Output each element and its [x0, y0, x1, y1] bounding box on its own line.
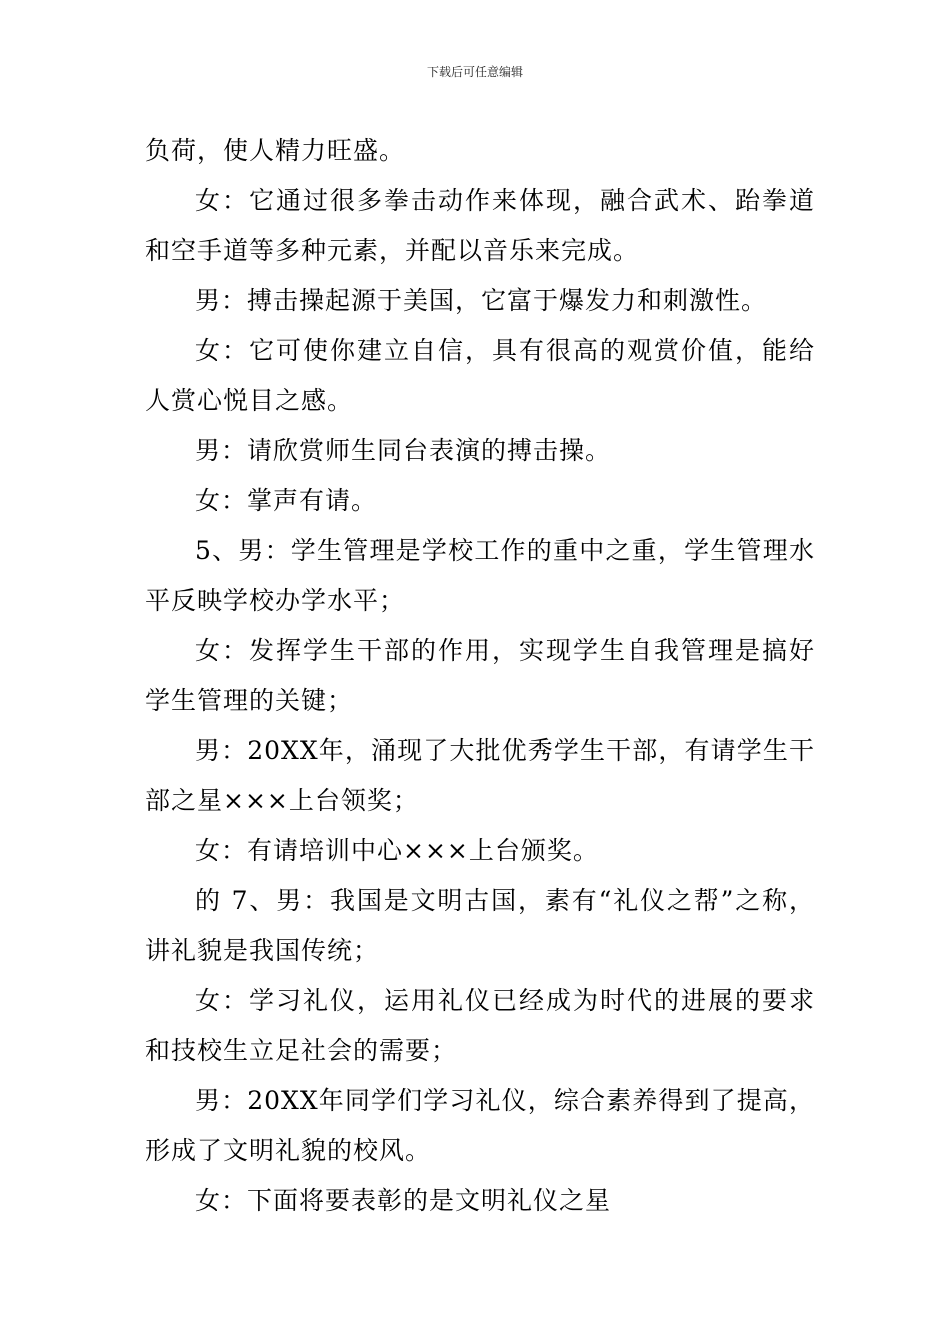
paragraph-12: 女：学习礼仪，运用礼仪已经成为时代的进展的要求和技校生立足社会的需要； — [145, 986, 815, 1065]
paragraph-6: 女：掌声有请。 — [195, 486, 378, 515]
page-header: 下载后可任意编辑 — [426, 65, 523, 79]
paragraph-1: 负荷，使人精力旺盛。 — [145, 136, 406, 165]
paragraph-2: 女：它通过很多拳击动作来体现，融合武术、跆拳道和空手道等多种元素，并配以音乐来完成。 — [145, 186, 815, 265]
document-body — [145, 126, 815, 1226]
paragraph-7: 5、男：学生管理是学校工作的重中之重，学生管理水平反映学校办学水平； — [145, 536, 815, 615]
paragraph-9: 男：20XX年，涌现了大批优秀学生干部，有请学生干部之星×××上台领奖； — [145, 736, 815, 815]
paragraph-14: 女：下面将要表彰的是文明礼仪之星 — [195, 1186, 612, 1215]
paragraph-3: 男：搏击操起源于美国，它富于爆发力和刺激性。 — [195, 286, 768, 315]
paragraph-11: 的 7、男：我国是文明古国，素有“礼仪之帮”之称，讲礼貌是我国传统； — [145, 886, 815, 965]
paragraph-5: 男：请欣赏师生同台表演的搏击操。 — [195, 436, 612, 465]
paragraph-13: 男：20XX年同学们学习礼仪，综合素养得到了提高，形成了文明礼貌的校风。 — [145, 1086, 815, 1165]
paragraph-8: 女：发挥学生干部的作用，实现学生自我管理是搞好学生管理的关键； — [145, 636, 815, 715]
paragraph-10: 女：有请培训中心×××上台颁奖。 — [195, 836, 599, 865]
paragraph-4: 女：它可使你建立自信，具有很高的观赏价值，能给人赏心悦目之感。 — [145, 336, 815, 415]
